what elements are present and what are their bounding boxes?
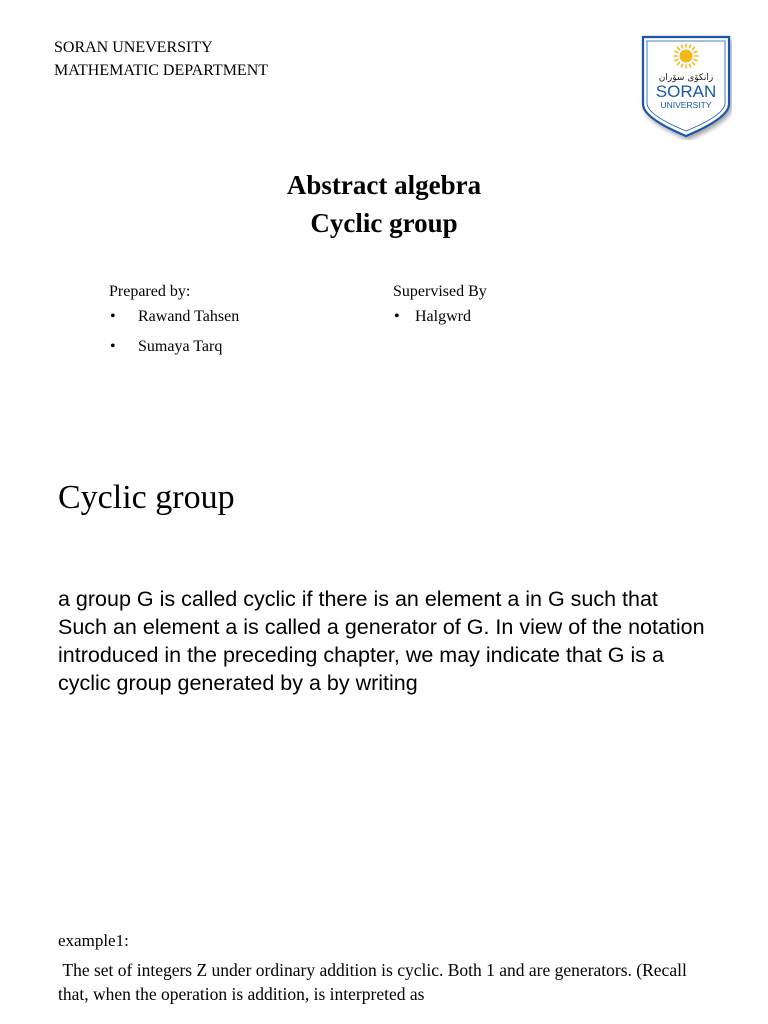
author-name: Sumaya Tarq <box>138 338 223 355</box>
supervised-by-list <box>393 302 487 332</box>
title-line-2: Cyclic group <box>310 208 458 238</box>
logo-subtitle: UNIVERSITY <box>660 100 712 110</box>
bullet-icon: • <box>110 308 116 325</box>
section-heading: Cyclic group <box>58 479 235 516</box>
supervised-by-heading: Supervised By <box>393 283 487 300</box>
document-header <box>54 36 268 82</box>
title-line-1: Abstract algebra <box>286 170 482 200</box>
prepared-by-block <box>109 282 239 362</box>
soran-university-logo <box>640 34 732 140</box>
prepared-by-heading: Prepared by: <box>109 283 191 300</box>
list-item <box>109 332 239 362</box>
department-name: MATHEMATIC DEPARTMENT <box>54 62 269 79</box>
university-name: SORAN UNEVERSITY <box>54 39 213 56</box>
example-label: example1: <box>58 931 129 950</box>
author-name: Rawand Tahsen <box>138 308 240 325</box>
document-title <box>0 166 768 242</box>
bullet-icon: • <box>110 338 116 355</box>
prepared-by-list <box>109 302 239 362</box>
list-item <box>393 302 487 332</box>
bullet-icon: • <box>394 308 400 325</box>
supervised-by-block <box>393 282 487 332</box>
example-paragraph: The set of integers Z under ordinary addition is cyclic. Both 1 and are generators. (Recall that, when the operation is addition, is interpreted as <box>58 960 692 1004</box>
definition-paragraph: a group G is called cyclic if there is an element a in G such that Such an element a is called a generator of G. In view of the notation introduced in the preceding chapter, we may indicate that G is a cyclic group generated by a by writing <box>58 587 705 695</box>
sun-icon <box>674 44 698 68</box>
logo-script-text: زانكۆی سۆران <box>658 73 714 83</box>
logo-name: SORAN <box>655 82 717 101</box>
list-item <box>109 302 239 332</box>
supervisor-name: Halgwrd <box>415 308 471 325</box>
